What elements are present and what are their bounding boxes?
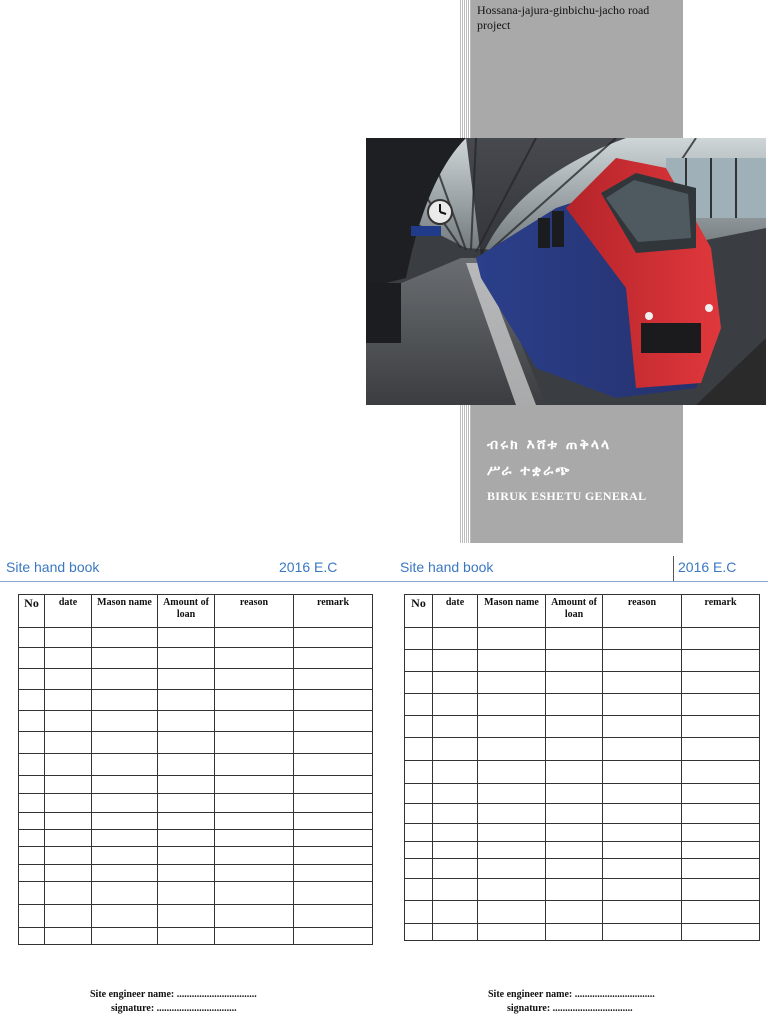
table-cell — [546, 694, 603, 716]
table-cell — [546, 672, 603, 694]
table-cell — [433, 672, 478, 694]
table-cell — [19, 813, 45, 830]
table-cell — [294, 754, 373, 776]
table-cell — [294, 690, 373, 711]
table-cell — [405, 824, 433, 842]
table-cell — [405, 650, 433, 672]
table-cell — [405, 761, 433, 784]
table-cell — [546, 842, 603, 859]
table-cell — [294, 905, 373, 928]
table-row — [405, 738, 760, 761]
table-cell — [215, 882, 294, 905]
cover-amharic-line1: ብሩክ እሸቱ ጠቅላላ — [487, 437, 612, 453]
table-cell — [682, 738, 760, 761]
table-cell — [158, 669, 215, 690]
table-cell — [433, 761, 478, 784]
table-cell — [603, 879, 682, 901]
table-cell — [215, 711, 294, 732]
table-cell — [294, 669, 373, 690]
table-cell — [294, 813, 373, 830]
table-cell — [682, 901, 760, 924]
table-cell — [45, 669, 92, 690]
table-cell — [158, 813, 215, 830]
table-cell — [433, 824, 478, 842]
train-photo — [366, 138, 766, 405]
table-cell — [294, 648, 373, 669]
table-row — [19, 830, 373, 847]
table-cell — [433, 738, 478, 761]
cover-company-name: BIRUK ESHETU GENERAL — [487, 489, 647, 503]
right-signature-line — [507, 1003, 633, 1014]
table-cell — [546, 824, 603, 842]
table-cell — [603, 694, 682, 716]
table-cell — [478, 824, 546, 842]
table-cell — [92, 776, 158, 794]
table-row — [19, 648, 373, 669]
table-cell — [19, 794, 45, 813]
right-header-title: Site hand book — [400, 559, 494, 575]
table-cell — [433, 716, 478, 738]
table-cell — [478, 842, 546, 859]
cover-photo — [366, 138, 766, 405]
left-signature-label: signature: — [111, 1003, 155, 1014]
table-cell — [92, 732, 158, 754]
cover-amharic-line2: ሥራ ተቋራጭ — [487, 463, 572, 479]
table-cell — [682, 924, 760, 941]
table-cell — [158, 628, 215, 648]
table-cell — [682, 628, 760, 650]
col-no: No — [405, 595, 433, 628]
table-row — [19, 776, 373, 794]
table-cell — [158, 648, 215, 669]
right-engineer-name-line — [488, 989, 655, 1000]
table-cell — [45, 711, 92, 732]
table-row — [19, 669, 373, 690]
table-row — [19, 628, 373, 648]
table-cell — [158, 928, 215, 945]
table-cell — [546, 924, 603, 941]
table-cell — [603, 804, 682, 824]
table-row — [19, 690, 373, 711]
left-loan-table — [18, 594, 373, 945]
table-cell — [433, 628, 478, 650]
table-cell — [19, 776, 45, 794]
left-signature-dots: ................................ — [156, 1003, 237, 1014]
table-cell — [19, 628, 45, 648]
table-cell — [45, 928, 92, 945]
table-cell — [478, 784, 546, 804]
table-cell — [92, 628, 158, 648]
table-row — [19, 732, 373, 754]
table-cell — [682, 842, 760, 859]
table-cell — [546, 716, 603, 738]
table-cell — [92, 690, 158, 711]
table-cell — [433, 784, 478, 804]
col-amount-of-loan: Amount of loan — [546, 595, 603, 628]
table-cell — [433, 804, 478, 824]
table-cell — [294, 732, 373, 754]
table-cell — [92, 648, 158, 669]
table-cell — [19, 732, 45, 754]
table-cell — [478, 924, 546, 941]
table-cell — [45, 813, 92, 830]
table-cell — [45, 776, 92, 794]
table-row — [405, 859, 760, 879]
table-row — [405, 901, 760, 924]
col-remark: remark — [294, 595, 373, 628]
table-row — [405, 672, 760, 694]
table-cell — [478, 650, 546, 672]
right-loan-table — [404, 594, 760, 941]
table-cell — [92, 905, 158, 928]
table-cell — [546, 879, 603, 901]
left-engineer-dots: ................................ — [176, 989, 257, 1000]
left-table-header-row — [19, 595, 373, 628]
table-cell — [215, 928, 294, 945]
table-cell — [546, 650, 603, 672]
table-cell — [682, 784, 760, 804]
left-table-body — [19, 628, 373, 945]
table-cell — [478, 716, 546, 738]
table-row — [405, 650, 760, 672]
table-row — [405, 784, 760, 804]
table-cell — [294, 794, 373, 813]
table-row — [405, 628, 760, 650]
table-cell — [546, 859, 603, 879]
table-cell — [603, 859, 682, 879]
table-cell — [405, 694, 433, 716]
right-table-body — [405, 628, 760, 941]
table-cell — [158, 776, 215, 794]
table-cell — [158, 732, 215, 754]
table-row — [19, 813, 373, 830]
table-cell — [478, 761, 546, 784]
table-cell — [215, 813, 294, 830]
table-cell — [45, 882, 92, 905]
table-row — [405, 842, 760, 859]
table-cell — [603, 738, 682, 761]
left-header-year: 2016 E.C — [279, 559, 338, 575]
table-cell — [682, 672, 760, 694]
table-cell — [45, 865, 92, 882]
table-cell — [603, 650, 682, 672]
table-cell — [92, 813, 158, 830]
table-row — [19, 865, 373, 882]
table-cell — [405, 859, 433, 879]
table-cell — [92, 669, 158, 690]
table-cell — [92, 754, 158, 776]
table-row — [19, 882, 373, 905]
table-cell — [294, 882, 373, 905]
table-cell — [546, 628, 603, 650]
table-cell — [478, 694, 546, 716]
table-cell — [294, 711, 373, 732]
table-cell — [682, 650, 760, 672]
table-cell — [19, 905, 45, 928]
table-cell — [158, 847, 215, 865]
table-cell — [405, 738, 433, 761]
table-cell — [215, 628, 294, 648]
col-mason-name: Mason name — [478, 595, 546, 628]
table-cell — [45, 732, 92, 754]
table-cell — [682, 716, 760, 738]
table-cell — [478, 859, 546, 879]
table-cell — [294, 776, 373, 794]
right-signature-dots: ................................ — [552, 1003, 633, 1014]
table-cell — [158, 794, 215, 813]
right-engineer-dots: ................................ — [574, 989, 655, 1000]
table-cell — [215, 865, 294, 882]
table-cell — [405, 842, 433, 859]
table-cell — [92, 928, 158, 945]
table-cell — [682, 879, 760, 901]
table-row — [405, 694, 760, 716]
table-row — [405, 824, 760, 842]
table-cell — [546, 738, 603, 761]
table-cell — [45, 648, 92, 669]
table-cell — [478, 901, 546, 924]
table-cell — [603, 716, 682, 738]
right-table-header-row — [405, 595, 760, 628]
table-cell — [603, 672, 682, 694]
table-row — [19, 928, 373, 945]
right-header-year: 2016 E.C — [678, 559, 737, 575]
table-cell — [215, 905, 294, 928]
table-cell — [405, 672, 433, 694]
cover-stripes-bottom — [460, 405, 471, 543]
table-cell — [19, 711, 45, 732]
table-cell — [433, 694, 478, 716]
col-reason: reason — [215, 595, 294, 628]
table-cell — [19, 865, 45, 882]
table-cell — [158, 754, 215, 776]
table-row — [405, 761, 760, 784]
table-cell — [682, 824, 760, 842]
table-cell — [45, 847, 92, 865]
table-cell — [603, 924, 682, 941]
col-no: No — [19, 595, 45, 628]
table-cell — [433, 901, 478, 924]
left-signature-line — [111, 1003, 237, 1014]
table-row — [405, 924, 760, 941]
cover-stripes-top — [460, 0, 471, 138]
table-cell — [19, 690, 45, 711]
header-rule — [0, 581, 768, 582]
table-cell — [433, 924, 478, 941]
table-cell — [682, 859, 760, 879]
table-cell — [433, 650, 478, 672]
table-cell — [294, 865, 373, 882]
table-cell — [19, 847, 45, 865]
table-cell — [478, 879, 546, 901]
table-cell — [215, 776, 294, 794]
table-cell — [215, 847, 294, 865]
table-cell — [19, 830, 45, 847]
table-cell — [45, 794, 92, 813]
table-cell — [45, 830, 92, 847]
table-row — [405, 879, 760, 901]
table-row — [19, 711, 373, 732]
table-cell — [215, 794, 294, 813]
table-cell — [405, 879, 433, 901]
table-cell — [45, 628, 92, 648]
table-row — [405, 716, 760, 738]
table-cell — [45, 905, 92, 928]
table-cell — [215, 830, 294, 847]
table-cell — [682, 761, 760, 784]
table-cell — [546, 761, 603, 784]
table-cell — [603, 784, 682, 804]
table-cell — [92, 865, 158, 882]
table-cell — [158, 865, 215, 882]
table-cell — [92, 882, 158, 905]
table-cell — [294, 847, 373, 865]
table-cell — [92, 830, 158, 847]
table-cell — [294, 628, 373, 648]
table-cell — [19, 669, 45, 690]
table-row — [405, 804, 760, 824]
table-row — [19, 754, 373, 776]
table-cell — [405, 804, 433, 824]
table-cell — [19, 648, 45, 669]
cover-project-title: Hossana-jajura-ginbichu-jacho road project — [477, 3, 650, 32]
table-cell — [478, 628, 546, 650]
table-cell — [478, 804, 546, 824]
table-cell — [405, 716, 433, 738]
table-cell — [215, 754, 294, 776]
table-row — [19, 794, 373, 813]
table-cell — [92, 711, 158, 732]
table-cell — [433, 859, 478, 879]
table-cell — [603, 901, 682, 924]
table-cell — [158, 711, 215, 732]
col-date: date — [45, 595, 92, 628]
table-cell — [19, 754, 45, 776]
table-cell — [45, 754, 92, 776]
table-cell — [92, 794, 158, 813]
right-signature-label: signature: — [507, 1003, 551, 1014]
table-cell — [682, 694, 760, 716]
table-cell — [603, 824, 682, 842]
table-cell — [215, 690, 294, 711]
table-cell — [294, 830, 373, 847]
table-cell — [603, 628, 682, 650]
table-cell — [19, 882, 45, 905]
table-cell — [405, 628, 433, 650]
table-cell — [92, 847, 158, 865]
table-cell — [45, 690, 92, 711]
station-clock-icon — [427, 199, 453, 225]
table-cell — [294, 928, 373, 945]
table-row — [19, 905, 373, 928]
table-cell — [158, 690, 215, 711]
table-cell — [433, 842, 478, 859]
col-amount-of-loan: Amount of loan — [158, 595, 215, 628]
table-cell — [215, 732, 294, 754]
table-cell — [546, 901, 603, 924]
table-cell — [682, 804, 760, 824]
table-cell — [158, 882, 215, 905]
col-date: date — [433, 595, 478, 628]
col-remark: remark — [682, 595, 760, 628]
table-cell — [546, 784, 603, 804]
table-cell — [158, 830, 215, 847]
table-cell — [478, 738, 546, 761]
table-cell — [546, 804, 603, 824]
table-cell — [478, 672, 546, 694]
table-cell — [405, 924, 433, 941]
right-header-separator — [673, 556, 674, 581]
table-cell — [603, 761, 682, 784]
table-cell — [215, 648, 294, 669]
left-engineer-label: Site engineer name: — [90, 989, 175, 1000]
right-engineer-label: Site engineer name: — [488, 989, 573, 1000]
table-row — [19, 847, 373, 865]
col-mason-name: Mason name — [92, 595, 158, 628]
left-header-title: Site hand book — [6, 559, 100, 575]
table-cell — [603, 842, 682, 859]
left-engineer-name-line — [90, 989, 257, 1000]
table-cell — [215, 669, 294, 690]
table-cell — [433, 879, 478, 901]
table-cell — [405, 784, 433, 804]
table-cell — [158, 905, 215, 928]
table-cell — [19, 928, 45, 945]
col-reason: reason — [603, 595, 682, 628]
table-cell — [405, 901, 433, 924]
